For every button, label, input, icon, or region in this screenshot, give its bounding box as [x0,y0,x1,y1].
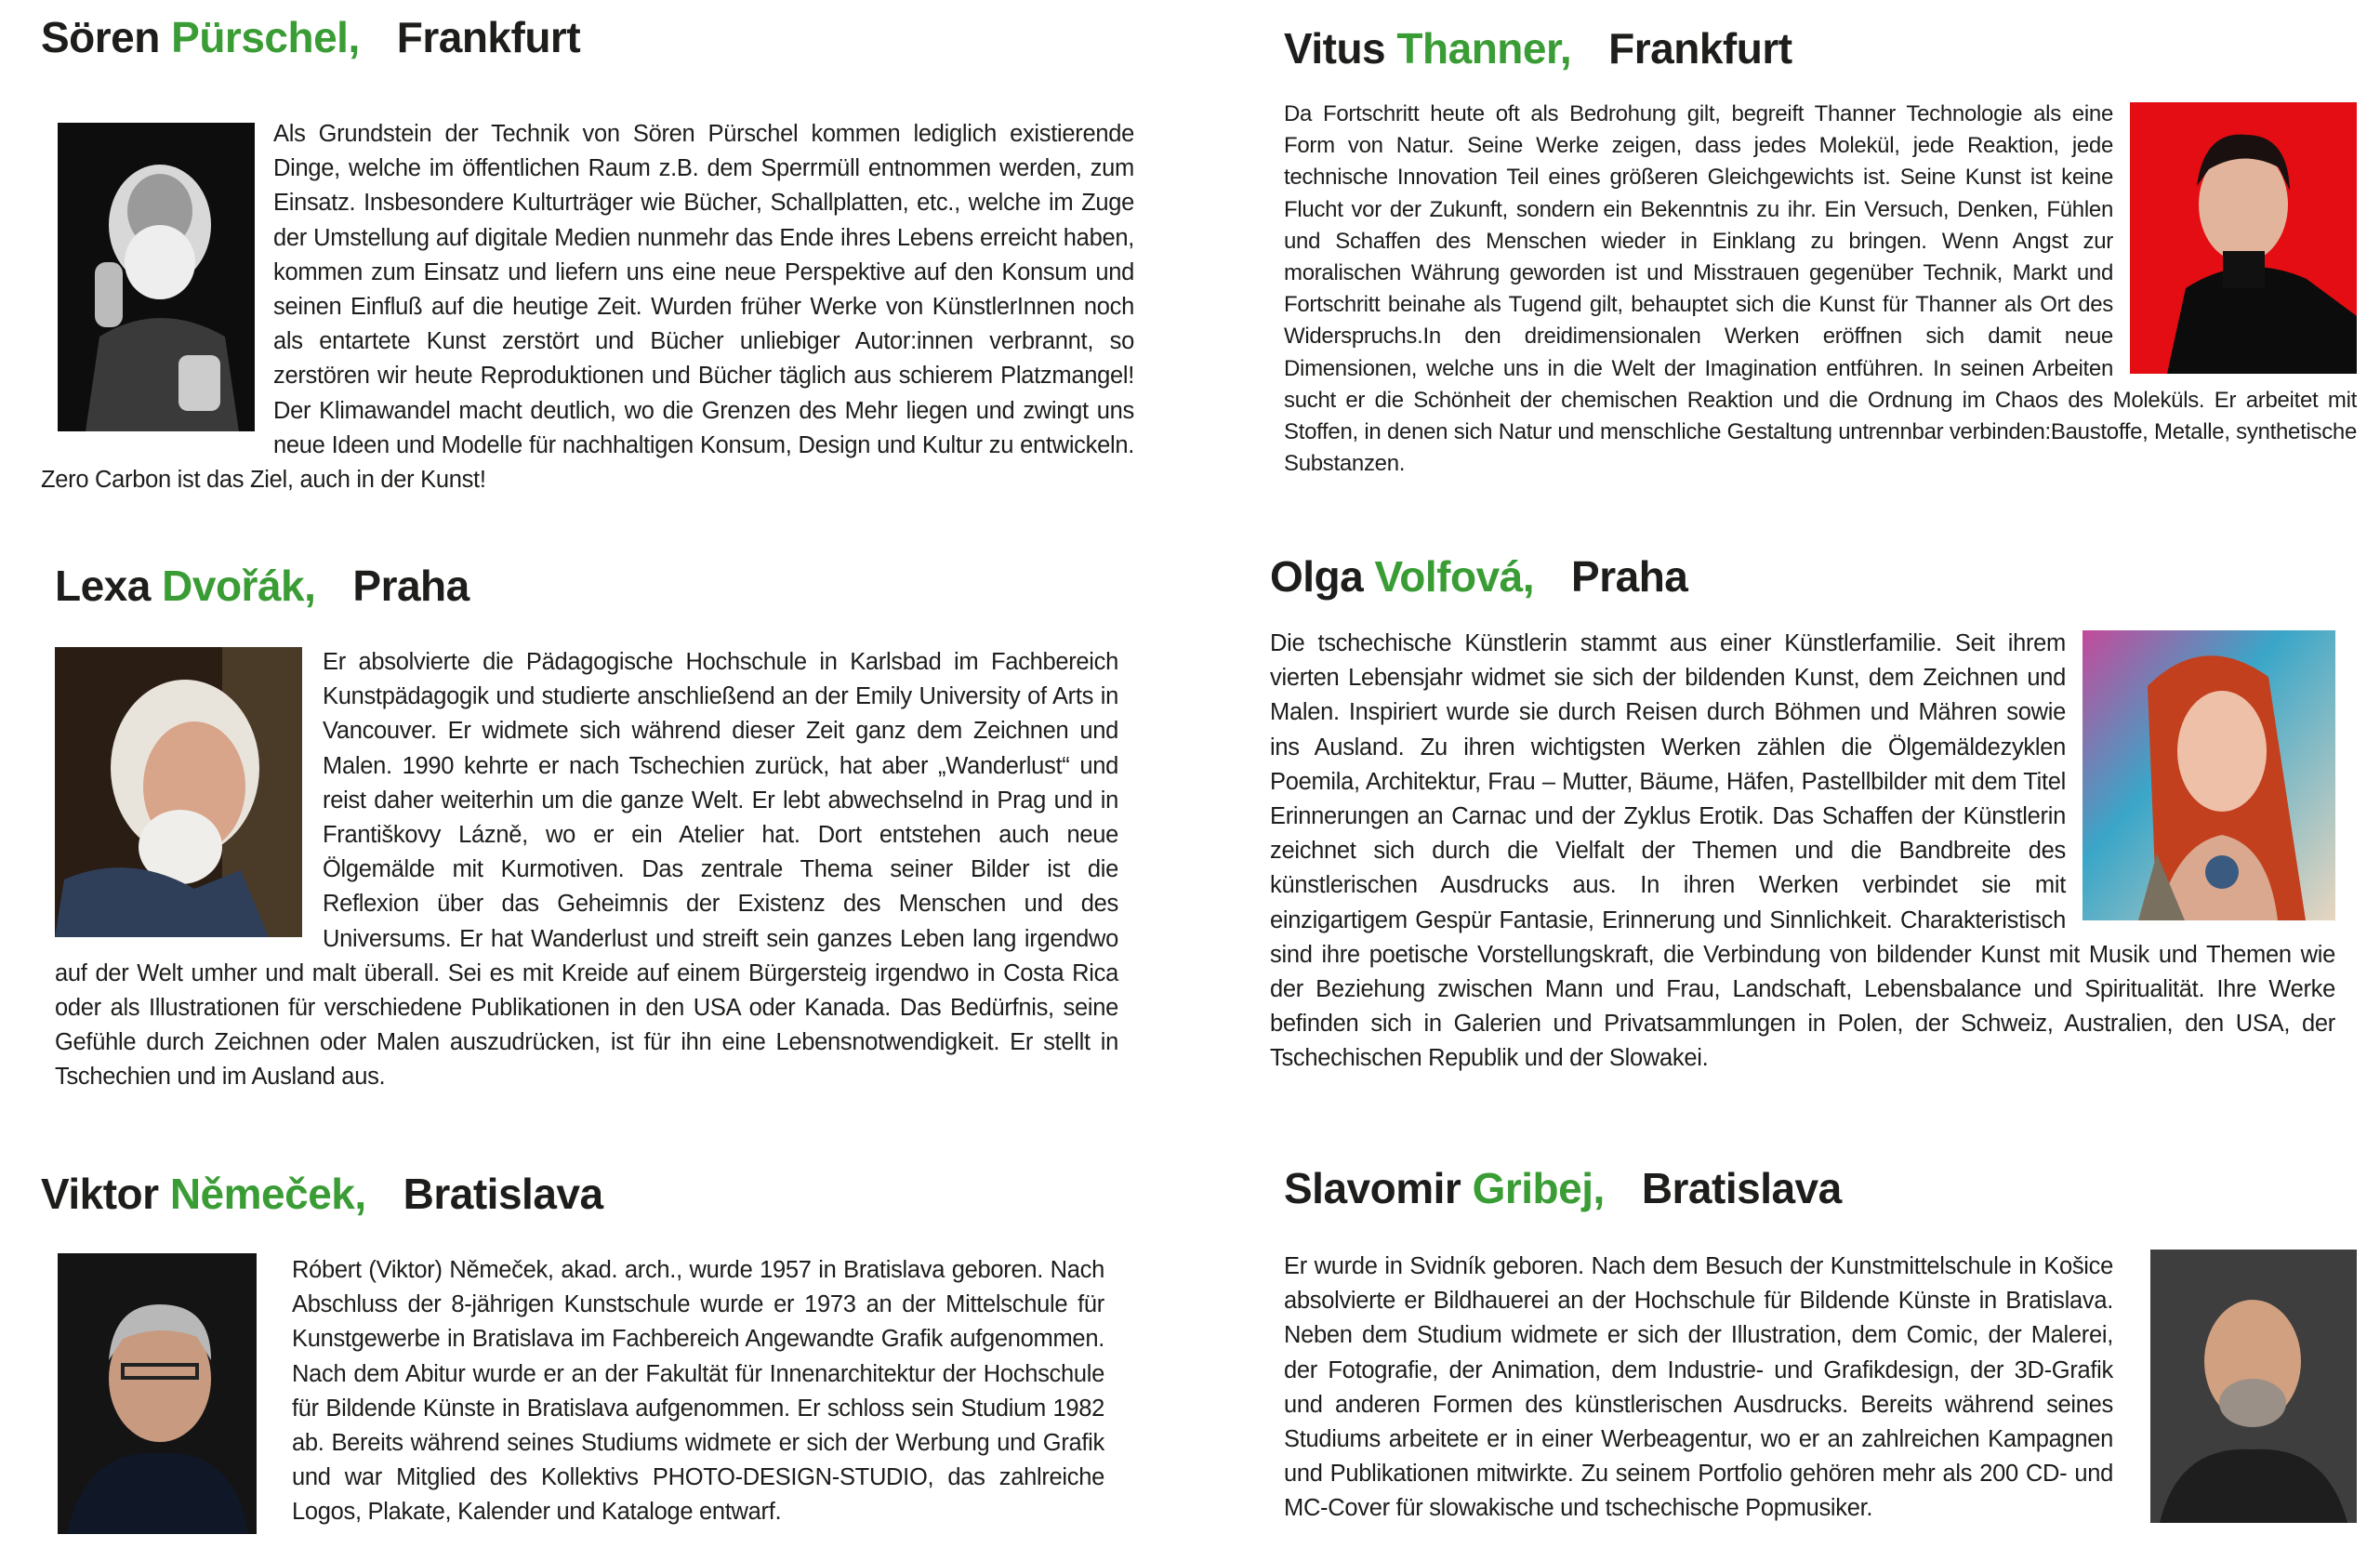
artist-bio: Er absolvierte die Pädagogische Hochschule in Karlsbad im Fachbereich Kunstpädagogik und studierte anschließend an der Emily University of Arts in Vancouver. Er widmete sich während dieser Zeit ganz dem Zeichnen und Malen. 1990 kehrte er nach Tschechien zurück, hat aber „Wanderlust“ und reist daher weiterhin um die ganze Welt. Er lebt abwechselnd in Prag und in Františkovy Lázně, wo er ein Atelier hat. Dort entstehen auch neue Ölgemälde mit Kurmotiven. Das zentrale Thema seiner Bilder ist die Reflexion über das Geheimnis der Existenz des Menschen und des Universums. Er hat Wanderlust und streift sein ganzes Leben lang irgendwo auf der Welt umher und malt überall. Sei es mit Kreide auf einem Bürgersteig irgendwo in Costa Rica oder als Illustrationen für verschiedene Publikationen in den USA oder Kanada. Das Bedürfnis, seine Gefühle durch Zeichnen oder Malen auszudrücken, ist für ihn eine Lebensnotwendigkeit. Er stellt in Tschechien und im Ausland aus. [55,649,1118,1091]
portrait-red-haired-woman-icon [2082,630,2335,920]
artist-heading [1270,550,2335,602]
artist-bio: Er wurde in Svidník geboren. Nach dem Besuch der Kunstmittelschule in Košice absolvierte er Bildhauerei an der Hochschule für Bildende Künste in Bratislava. Neben dem Studium widmete er sich der Illustration, dem Comic, der Malerei, der Fotografie, der Animation, dem Industrie- und Grafikdesign, der 3D-Grafik und anderen Formen des künstlerischen Ausdrucks. Bereits während seines Studiums arbeitete er in einer Werbeagentur, wo er an zahlreichen Kampagnen und Publikationen mitwirkte. Zu seinem Portfolio gehören mehr als 200 CD- und MC-Cover für slowakische und tschechische Popmusiker. [1284,1253,2113,1522]
artist-heading [41,11,1134,63]
portrait-man-glasses-icon [58,1253,257,1534]
city: Bratislava [403,1170,603,1218]
artist-heading [1284,22,2357,74]
first-name: Vitus [1284,24,1386,73]
city: Frankfurt [1608,24,1792,73]
first-name: Lexa [55,562,151,610]
artist-section-dvorak [55,560,1118,1095]
portrait-bald-man-beard-icon [2150,1250,2357,1523]
artist-section-puerschel [41,11,1134,497]
artist-section-thanner [1284,22,2357,480]
artist-bio: Als Grundstein der Technik von Sören Pürschel kommen lediglich existierende Dinge, welche im öffentlichen Raum z.B. dem Sperrmüll entnommen werden, zum Einsatz. Insbesondere Kulturträger wie Bücher, Schallplatten, etc., welche im Zuge der Umstellung auf digitale Medien nunmehr das Ende ihres Lebens erreicht haben, kommen zum Einsatz und liefern uns eine neue Perspektive auf den Konsum und seinen Einfluß auf die heutige Zeit. Wurden früher Werke von KünstlerInnen noch als entartete Kunst zerstört und Bücher unliebiger Autor:innen verbrannt, so zerstören wir heute Reproduktionen und Bücher täglich aus schierem Platzmangel! Der Klimawandel macht deutlich, wo die Grenzen des Mehr liegen und zwingt uns neue Ideen und Modelle für nachhaltigen Konsum, Design und Kultur zu entwickeln. Zero Carbon ist das Ziel, auch in der Kunst! [41,121,1134,494]
city: Praha [352,562,469,610]
artist-section-nemecek [41,1168,1104,1540]
portrait-white-haired-man-icon [55,647,302,937]
artist-bio: Róbert (Viktor) Němeček, akad. arch., wurde 1957 in Bratislava geboren. Nach Abschluss der 8-jährigen Kunstschule wurde er 1973 an der Mittelschule für Kunstgewerbe in Bratislava im Fachbereich Angewandte Grafik aufgenommen. Nach dem Abitur wurde er an der Fakultät für Innenarchitektur der Hochschule für Bildende Künste in Bratislava aufgenommen. Er schloss sein Studium 1982 ab. Bereits während seines Studiums widmete er sich der Werbung und Grafik und war Mitglied des Kollektivs PHOTO-DESIGN-STUDIO, das zahlreiche Logos, Plakate, Kalender und Kataloge entwarf. [292,1257,1104,1526]
city: Praha [1571,552,1688,601]
first-name: Olga [1270,552,1364,601]
artist-section-volfova [1270,550,2335,1077]
artist-bio: Die tschechische Künstlerin stammt aus einer Künstlerfamilie. Seit ihrem vierten Lebensjahr widmet sie sich der bildenden Kunst, dem Zeichnen und Malen. Inspiriert wurde sie durch Reisen durch Böhmen und Mähren sowie ins Ausland. Zu ihren wichtigsten Werken zählen die Ölgemäldezyklen Poemila, Architektur, Frau – Mutter, Bäume, Häfen, Pastellbilder mit dem Titel Erinnerungen an Carnac und der Zyklus Erotik. Das Schaffen der Künstlerin zeichnet sich durch die Vielfalt der Themen und die Bandbreite des künstlerischen Ausdrucks aus. In ihren Werken verbindet sie mit einzigartigem Gespür Fantasie, Erinnerung und Sinnlichkeit. Charakteristisch sind ihre poetische Vorstellungskraft, die Verbindung von bildender Kunst mit Musik und Themen wie der Beziehung zwischen Mann und Frau, Landschaft, Lebensbalance und Spiritualität. Ihre Werke befinden sich in Galerien und Privatsammlungen in Polen, der Schweiz, Australien, den USA, der Tschechischen Republik und der Slowakei. [1270,630,2335,1072]
artist-heading [55,560,1118,612]
city: Frankfurt [396,13,581,61]
artist-bio: Da Fortschritt heute oft als Bedrohung gilt, begreift Thanner Technologie als eine Form von Natur. Seine Werke zeigen, dass jedes Molekül, jede Reaktion, jede technische Innovation Teil eines größeren Gleichgewichts ist. Seine Kunst ist keine Flucht vor der Zukunft, sondern ein Bekenntnis zu ihr. Ein Versuch, Denken, Fühlen und Schaffen des Menschen wieder in Einklang zu bringen. Wenn Angst zur moralischen Währung geworden ist und Misstrauen gegenüber Technik, Markt und Fortschritt beinahe als Tugend gilt, behauptet sich die Kunst für Thanner als Ort des Widerspruchs.In den dreidimensionalen Werken eröffnen sich damit neue Dimensionen, welche uns in die Welt der Imagination entführen. In seinen Arbeiten sucht er die Schönheit der chemischen Reaktion und die Ordnung im Chaos des Moleküls. Er arbeitet mit Stoffen, in denen sich Natur und menschliche Gestaltung untrennbar verbinden:Baustoffe, Metalle, synthetische Substanzen. [1284,101,2357,477]
last-name: Gribej, [1472,1164,1605,1212]
last-name: Němeček, [169,1170,366,1218]
artist-heading [41,1168,1104,1220]
first-name: Slavomir [1284,1164,1461,1212]
artist-heading [1284,1162,2357,1214]
first-name: Viktor [41,1170,159,1218]
city: Bratislava [1641,1164,1842,1212]
portrait-man-red-background-icon [2130,102,2357,374]
artist-section-gribej [1284,1162,2357,1528]
last-name: Volfová, [1374,552,1535,601]
first-name: Sören [41,13,160,61]
last-name: Pürschel, [171,13,360,61]
portrait-bw-bearded-man-icon [58,123,255,431]
last-name: Dvořák, [162,562,316,610]
last-name: Thanner, [1396,24,1572,73]
